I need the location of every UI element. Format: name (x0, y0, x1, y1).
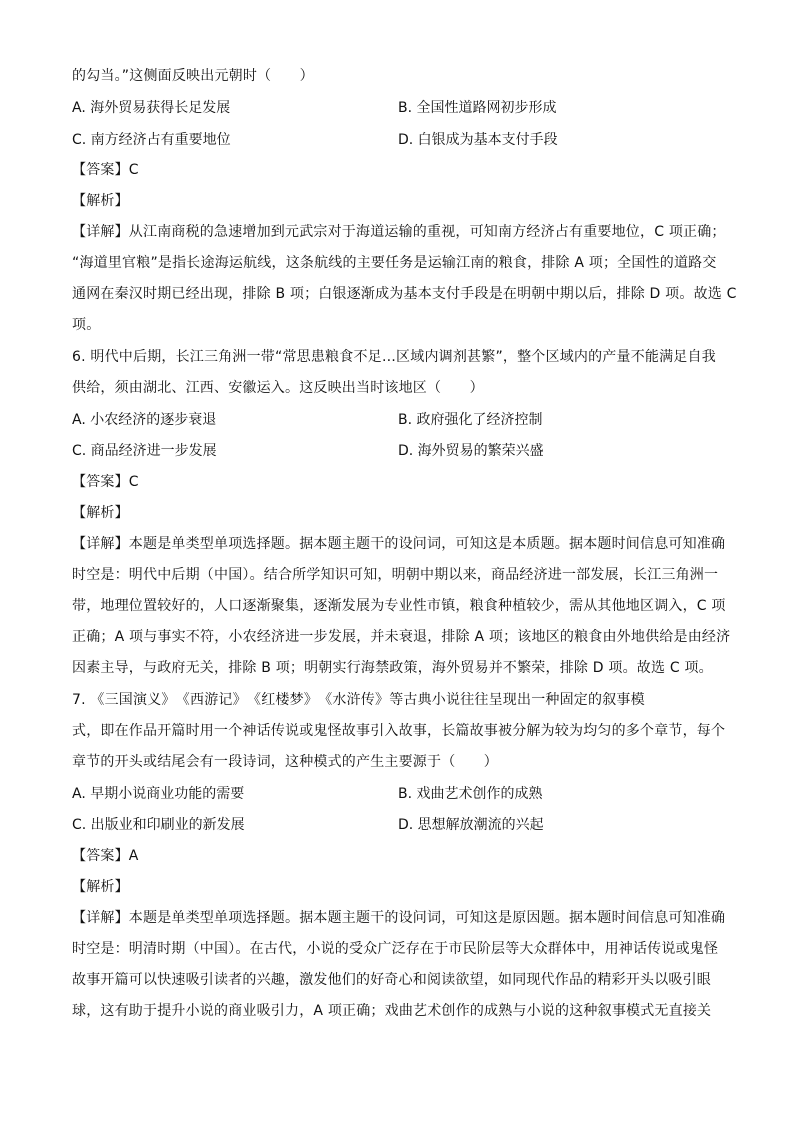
q6-option-c: C. 商品经济进一步发展 (72, 443, 217, 459)
q6-stem-line: 供给，须由湖北、江西、安徽运入。这反映出当时该地区（ ） (72, 380, 484, 396)
q7-option-d: D. 思想解放潮流的兴起 (398, 817, 544, 833)
q5-answer: 【答案】C (72, 162, 139, 178)
q6-stem-line: 6. 明代中后期，长江三角洲一带“常思患粮食不足…区域内调剂甚繁”，整个区域内的产量不能满足自我 (72, 349, 716, 365)
q7-stem-line: 式，即在作品开篇时用一个神话传说或鬼怪故事引入故事，长篇故事被分解为较为均匀的多个章节，每个 (72, 723, 726, 739)
q5-option-c: C. 南方经济占有重要地位 (72, 132, 231, 148)
q7-option-c: C. 出版业和印刷业的新发展 (72, 817, 245, 833)
q7-detail-line: 【详解】本题是单类型单项选择题。据本题主题干的设问词，可知这是原因题。据本题时间信息可知准确 (72, 910, 726, 926)
q6-option-a: A. 小农经济的逐步衰退 (72, 412, 217, 428)
q5-detail-line: 【详解】从江南商税的急速增加到元武宗对于海道运输的重视，可知南方经济占有重要地位，C 项正确； (72, 224, 726, 240)
q7-detail-line: 时空是：明清时期（中国）。在古代，小说的受众广泛存在于市民阶层等大众群体中，用神话传说或鬼怪 (72, 941, 719, 957)
q6-detail-line: 带，地理位置较好的，人口逐渐聚集，逐渐发展为专业性市镇，粮食种植较少，需从其他地区调入，C 项 (72, 598, 726, 614)
q5-stem-tail: 的勾当。”这侧面反映出元朝时（ ） (72, 68, 314, 84)
q6-detail-line: 【详解】本题是单类型单项选择题。据本题主题干的设问词，可知这是本质题。据本题时间信息可知准确 (72, 536, 726, 552)
q6-option-b: B. 政府强化了经济控制 (398, 412, 543, 428)
q5-detail-line: 项。 (72, 317, 101, 333)
q7-stem-line: 7. 《三国演义》 《西游记》 《红楼梦》 《水浒传》等古典小说往往呈现出一种固定的叙事模 (72, 692, 645, 708)
q7-analysis-label: 【解析】 (72, 879, 129, 895)
q7-stem-line: 章节的开头或结尾会有一段诗词，这种模式的产生主要源于（ ） (72, 754, 498, 770)
q7-answer: 【答案】A (72, 848, 139, 864)
q6-detail-line: 时空是：明代中后期（中国）。结合所学知识可知，明朝中期以来，商品经济进一部发展，长江三角洲一 (72, 567, 719, 583)
q7-detail-line: 球，这有助于提升小说的商业吸引力，A 项正确；戏曲艺术创作的成熟与小说的这种叙事模式无直接关 (72, 1003, 712, 1019)
q7-option-b: B. 戏曲艺术创作的成熟 (398, 786, 543, 802)
q7-option-a: A. 早期小说商业功能的需要 (72, 786, 245, 802)
q5-detail-line: 通网在秦汉时期已经出现，排除 B 项；白银逐渐成为基本支付手段是在明朝中期以后，排除 D 项。故选 C (72, 286, 737, 302)
q5-option-a: A. 海外贸易获得长足发展 (72, 100, 231, 116)
q5-option-d: D. 白银成为基本支付手段 (398, 132, 558, 148)
q5-detail-line: “海道里官粮”是指长途海运航线，这条航线的主要任务是运输江南的粮食，排除 A 项；全国性的道路交 (72, 255, 717, 271)
q5-option-b: B. 全国性道路网初步形成 (398, 100, 557, 116)
q6-detail-line: 因素主导，与政府无关，排除 B 项；明朝实行海禁政策，海外贸易并不繁荣，排除 D 项。故选 C 项。 (72, 660, 713, 676)
q6-analysis-label: 【解析】 (72, 505, 129, 521)
q6-option-d: D. 海外贸易的繁荣兴盛 (398, 443, 544, 459)
q6-answer: 【答案】C (72, 474, 139, 490)
q7-detail-line: 故事开篇可以快速吸引读者的兴趣，激发他们的好奇心和阅读欲望，如同现代作品的精彩开头以吸引眼 (72, 972, 711, 988)
q6-detail-line: 正确；A 项与事实不符，小农经济进一步发展，并未衰退，排除 A 项；该地区的粮食由外地供给是由经济 (72, 629, 731, 645)
q5-analysis-label: 【解析】 (72, 193, 129, 209)
